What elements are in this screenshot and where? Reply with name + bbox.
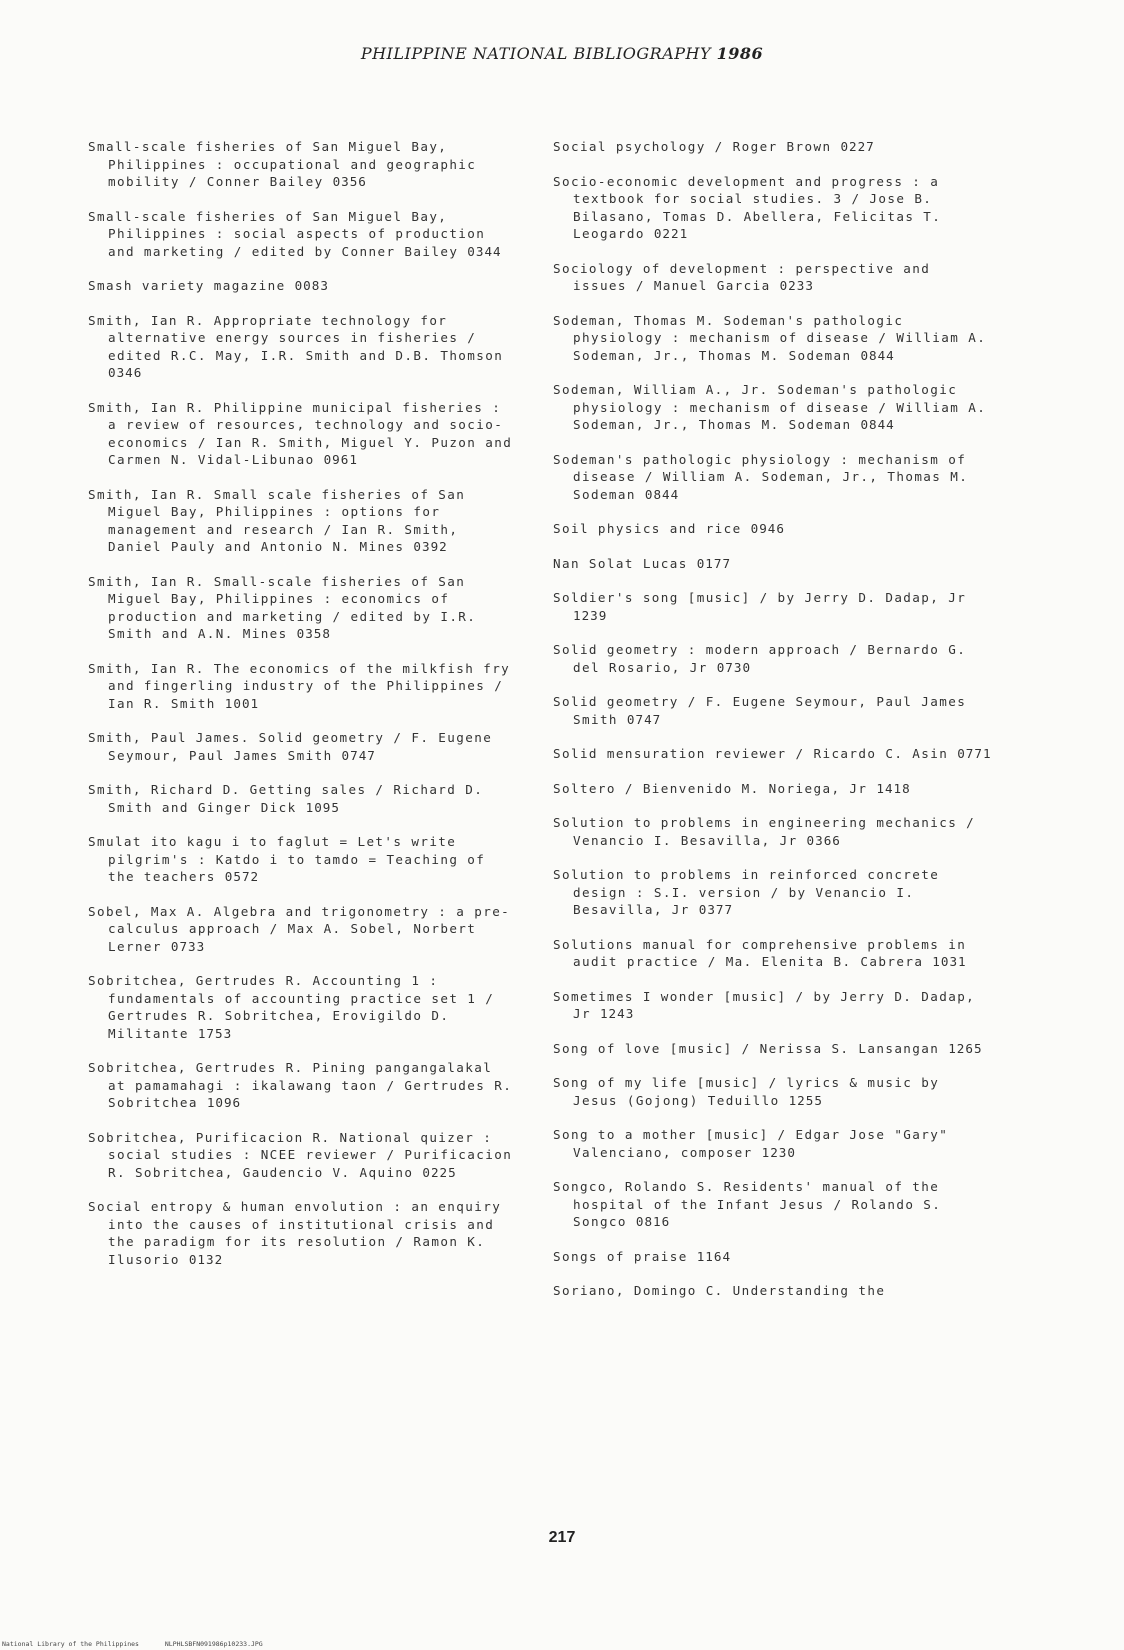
entry-text: Songs of praise (553, 1248, 688, 1264)
bibliography-entry (553, 866, 993, 919)
bibliography-entry (88, 1198, 518, 1268)
bibliography-entry (553, 260, 993, 295)
entry-code: 0233 (779, 278, 814, 293)
bibliography-entry (88, 312, 518, 382)
bibliography-entry (88, 486, 518, 556)
entry-code: 0356 (332, 174, 367, 189)
scan-footer (2, 1640, 602, 1648)
entry-text: Song to a mother [music] / Edgar Jose "Gary" Valenciano, composer (553, 1127, 949, 1160)
bibliography-entry (88, 903, 518, 956)
entry-text: Smith, Ian R. Appropriate technology for alternative energy sources in fisheries / edited R.C. May, I.R. Smith and D.B. Thomson (88, 312, 504, 363)
entry-text: Song of love [music] / Nerissa S. Lansangan (553, 1040, 940, 1056)
entry-code: 0747 (626, 711, 662, 727)
entry-code: 1001 (224, 695, 260, 711)
entry-text: Sociology of development : perspective and issues / Manuel Garcia (553, 260, 931, 293)
entry-text: Smith, Richard D. Getting sales / Richard D. Smith and Ginger Dick (88, 782, 484, 815)
bibliography-entry (88, 781, 518, 816)
entry-code: 1095 (305, 799, 340, 815)
entry-code: 0816 (635, 1214, 671, 1229)
entry-text: Nan Solat Lucas (553, 555, 688, 571)
right-column (553, 138, 993, 1317)
bibliography-entry (553, 1074, 993, 1109)
entry-text: Soldier's song [music] / by Jerry D. Dadap, Jr (553, 590, 967, 605)
entry-text: Smith, Ian R. Small-scale fisheries of San Miguel Bay, Philippines : economics of production and marketing / edited by I.R. Smith and A.N. Mines (88, 573, 477, 641)
bibliography-entry (88, 729, 518, 764)
bibliography-entry (88, 833, 518, 886)
entry-code: 1230 (761, 1144, 796, 1160)
entry-code: 0083 (294, 278, 329, 293)
entry-text: Solutions manual for comprehensive problems in audit practice / Ma. Elenita B. Cabrera (553, 936, 967, 969)
entry-code: 1096 (206, 1095, 242, 1110)
bibliography-entry (88, 660, 518, 713)
bibliography-entry (553, 138, 993, 156)
page-header (0, 44, 1124, 63)
entry-code: 0844 (860, 347, 895, 363)
entry-code: 0346 (108, 365, 143, 380)
entry-code: 1265 (948, 1040, 983, 1056)
bibliography-entry (88, 1129, 518, 1182)
entry-code: 0946 (750, 521, 785, 536)
entry-text: Solid geometry : modern approach / Bernardo G. del Rosario, Jr (553, 642, 967, 675)
entry-code: 1031 (932, 954, 967, 969)
bibliography-entry (553, 555, 993, 573)
entry-text: Social entropy & human envolution : an enquiry into the causes of institutional crisis and the paradigm for its resolution / Ramon K. Ilusorio (88, 1199, 502, 1267)
bibliography-entry (553, 1178, 993, 1231)
entry-code: 1418 (876, 780, 911, 796)
entry-text: Sobritchea, Purificacion R. National quizer : social studies : NCEE reviewer / Purificacion R. Sobritchea, Gaudencio V. Aquino (88, 1129, 513, 1180)
entry-code: 0392 (413, 539, 448, 554)
entry-code: 1255 (788, 1092, 823, 1108)
entry-text: Smith, Ian R. The economics of the milkfish fry and fingerling industry of the Philippines / Ian R. Smith (88, 660, 511, 711)
footer-file: NLPHLSBFN091986p10233.JPG (164, 1640, 263, 1648)
bibliography-entry (553, 451, 993, 504)
entry-text: Solid mensuration reviewer / Ricardo C. Asin (553, 746, 949, 761)
entry-code: 0177 (696, 555, 732, 571)
entry-text: Soil physics and rice (553, 521, 742, 536)
entry-code: 0730 (716, 659, 752, 675)
entry-text: Social psychology / Roger Brown (553, 139, 832, 154)
entry-code: 0227 (840, 139, 875, 154)
entry-text: Song of my life [music] / lyrics & music by Jesus (Gojong) Teduillo (553, 1075, 940, 1108)
entry-text: Sobritchea, Gertrudes R. Accounting 1 : fundamentals of accounting practice set 1 / Gertrudes R. Sobritchea, Erovigildo D. Militante (88, 973, 495, 1041)
entry-code: 0358 (296, 626, 331, 641)
entry-text: Solid geometry / F. Eugene Seymour, Paul James Smith (553, 694, 967, 727)
bibliography-entry (553, 1126, 993, 1161)
entry-text: Sodeman, William A., Jr. Sodeman's pathologic physiology : mechanism of disease / William A. Sodeman, Jr., Thomas M. Sodeman (553, 382, 987, 432)
entry-code: 0961 (323, 452, 358, 467)
bibliography-entry (553, 1282, 993, 1300)
entry-text: Sometimes I wonder [music] / by Jerry D. Dadap, Jr (553, 988, 976, 1021)
bibliography-entry (88, 277, 518, 295)
entry-code: 0225 (422, 1164, 457, 1180)
entry-text: Smith, Paul James. Solid geometry / F. Eugene Seymour, Paul James Smith (88, 730, 493, 763)
entry-text: Soltero / Bienvenido M. Noriega, Jr (553, 780, 868, 796)
entry-code: 0844 (644, 486, 680, 502)
bibliography-entry (553, 1248, 993, 1266)
bibliography-entry (553, 814, 993, 849)
bibliography-year: 1986 (716, 44, 764, 63)
entry-text: Sodeman's pathologic physiology : mechanism of disease / William A. Sodeman, Jr., Thomas M. Sodeman (553, 451, 969, 502)
entry-text: Sobel, Max A. Algebra and trigonometry : a pre-calculus approach / Max A. Sobel, Norbert Lerner (88, 903, 511, 954)
bibliography-entry (553, 589, 993, 624)
entry-code: 0733 (170, 938, 206, 954)
bibliography-entry (88, 972, 518, 1042)
entry-code: 0747 (341, 747, 376, 763)
entry-code: 0377 (698, 902, 734, 917)
page-number: 217 (548, 1529, 576, 1546)
left-column (88, 138, 518, 1285)
entry-code: 0344 (467, 243, 502, 259)
entry-code: 1164 (696, 1248, 732, 1264)
bibliography-entry (88, 573, 518, 643)
bibliography-entry (553, 936, 993, 971)
entry-text: Solution to problems in engineering mechanics / Venancio I. Besavilla, Jr (553, 815, 976, 848)
entry-code: 0366 (806, 832, 841, 848)
bibliography-entry (88, 208, 518, 261)
bibliography-entry (553, 641, 993, 676)
entry-code: 0132 (188, 1251, 224, 1267)
entry-text: Small-scale fisheries of San Miguel Bay, Philippines : occupational and geographic mobility / Conner Bailey (88, 139, 477, 189)
entry-text: Soriano, Domingo C. Understanding the (553, 1283, 886, 1298)
bibliography-entry (553, 1040, 993, 1058)
bibliography-entry (553, 520, 993, 538)
entry-text: Songco, Rolando S. Residents' manual of the hospital of the Infant Jesus / Rolando S. Songco (553, 1179, 942, 1229)
entry-text: Socio-economic development and progress : a textbook for social studies. 3 / Jose B. Bilasano, Tomas D. Abellera, Felicitas T. Leogardo (553, 173, 942, 241)
entry-text: Sodeman, Thomas M. Sodeman's pathologic physiology : mechanism of disease / William A. Sodeman, Jr., Thomas M. Sodeman (553, 312, 987, 363)
entry-text: Small-scale fisheries of San Miguel Bay, Philippines : social aspects of production and marketing / edited by Conner Bailey (88, 208, 486, 259)
entry-code: 0771 (957, 746, 992, 761)
entry-code: 0572 (224, 869, 260, 884)
entry-code: 1243 (599, 1006, 635, 1021)
entry-text: Smulat ito kagu i to faglut = Let's write pilgrim's : Katdo i to tamdo = Teaching of the teachers (88, 834, 486, 884)
entry-code: 0844 (860, 417, 895, 432)
entry-text: Smash variety magazine (88, 278, 286, 293)
bibliography-entry (553, 693, 993, 728)
entry-text: Sobritchea, Gertrudes R. Pining pangangalakal at pamamahagi : ikalawang taon / Gertrudes R. Sobritchea (88, 1060, 513, 1110)
bibliography-entry (553, 381, 993, 434)
entry-code: 1753 (197, 1025, 233, 1041)
bibliography-title: PHILIPPINE NATIONAL BIBLIOGRAPHY (360, 44, 712, 63)
bibliography-entry (553, 780, 993, 798)
footer-library: National Library of the Philippines (2, 1640, 139, 1648)
entry-code: 1239 (573, 607, 608, 623)
bibliography-entry (553, 312, 993, 365)
bibliography-entry (553, 173, 993, 243)
entry-code: 0221 (653, 226, 689, 241)
entry-text: Smith, Ian R. Small scale fisheries of San Miguel Bay, Philippines : options for management and research / Ian R. Smith, Daniel Pauly and Antonio N. Mines (88, 486, 466, 554)
bibliography-entry (88, 138, 518, 191)
bibliography-entry (88, 1059, 518, 1112)
bibliography-entry (553, 988, 993, 1023)
entry-text: Smith, Ian R. Philippine municipal fisheries : a review of resources, technology and socio-economics / Ian R. Smith, Miguel Y. Puzon and Carmen N. Vidal-Libunao (88, 399, 513, 467)
entry-text: Solution to problems in reinforced concrete design : S.I. version / by Venancio I. Besavilla, Jr (553, 867, 940, 917)
bibliography-entry (88, 399, 518, 469)
bibliography-entry (553, 745, 993, 763)
